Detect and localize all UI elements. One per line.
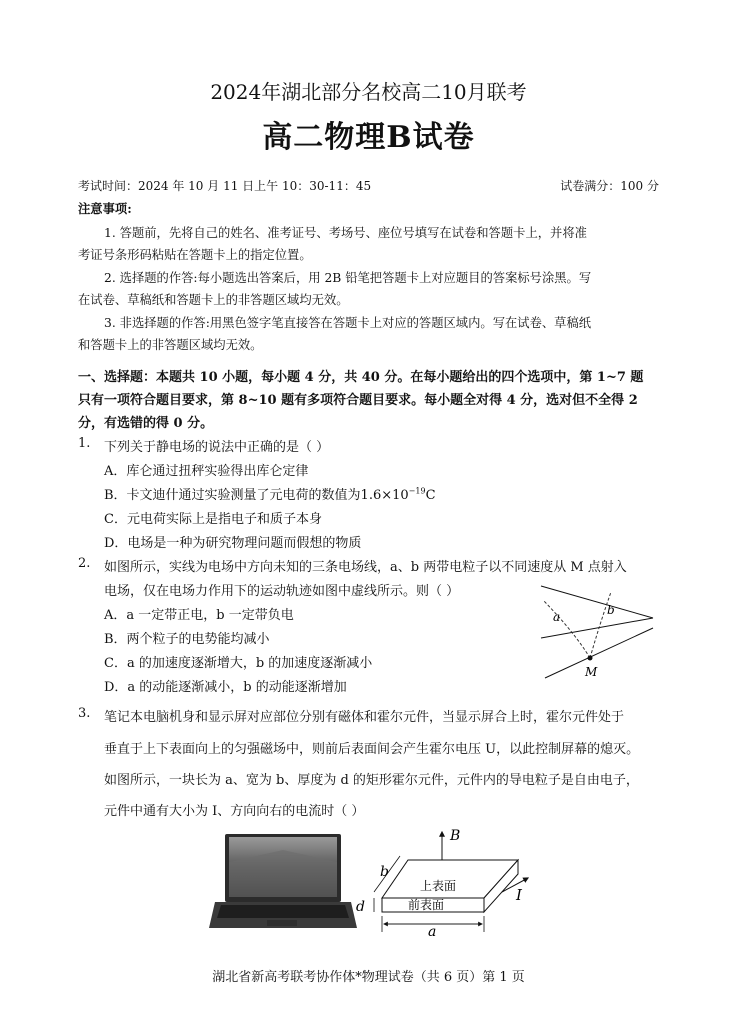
label-top-surface: 上表面 [420,879,457,893]
label-B: B [450,828,461,844]
section-heading: 只有一项符合题目要求，第 8~10 题有多项符合题目要求。每小题全对得 4 分，选对但不全得 2 [78,393,638,408]
full-score: 试卷满分：100 分 [560,179,659,193]
note-line: 和答题卡上的非答题区域均无效。 [78,338,263,352]
note-line: 3. 非选择题的作答:用黑色签字笔直接答在答题卡上对应的答题区域内。写在试卷、草稿纸 [104,316,592,330]
question-stem: 笔记本电脑机身和显示屏对应部位分别有磁体和霍尔元件，当显示屏合上时，霍尔元件处于 [104,710,625,725]
question-number: 2. [78,556,91,571]
hall-element-figure [350,826,535,938]
note-line: 2. 选择题的作答:每小题选出答案后，用 2B 铅笔把答题卡上对应题目的答案标号涂黑。写 [104,271,592,285]
question-number: 1. [78,436,91,451]
trajectory-a [543,600,590,658]
question-number: 3. [78,706,91,721]
exam-title: 2024年湖北部分名校高二10月联考 [210,80,527,104]
question-stem: 如图所示，实线为电场中方向未知的三条电场线，a、b 两带电粒子以不同速度从 M 点射入 [104,560,627,575]
electric-field-figure [535,578,665,683]
section-heading: 分，有选错的得 0 分。 [78,416,214,431]
point-m [588,656,593,661]
option-b: B．卡文迪什通过实验测量了元电荷的数值为$1.6\times 10^{-19}C$ [104,486,436,503]
label-a: a [428,924,437,938]
label-b: b [380,864,389,880]
label-b: b [607,603,615,617]
label-a: a [553,610,561,624]
paper-title: 高二物理B试卷 [262,120,475,155]
note-line: 1. 答题前，先将自己的姓名、准考证号、考场号、座位号填写在试卷和答题卡上，并将准 [104,226,587,240]
note-line: 在试卷、草稿纸和答题卡上的非答题区域均无效。 [78,293,349,307]
section-heading: 一、选择题：本题共 10 小题，每小题 4 分，共 40 分。在每小题给出的四个选项中，第 1~7 题 [78,370,644,385]
question-stem: 垂直于上下表面向上的匀强磁场中，则前后表面间会产生霍尔电压 U，以此控制屏幕的熄灭。 [104,742,640,757]
option-d: D．a 的动能逐渐减小，b 的动能逐渐增加 [104,680,347,695]
question-stem: 下列关于静电场的说法中正确的是（ ） [104,440,330,455]
label-I: I [516,886,522,904]
trajectory-b [590,592,611,658]
question-stem: 元件中通有大小为 I、方向向右的电流时（ ） [104,804,365,819]
laptop-image [207,832,357,932]
label-front-surface: 前表面 [408,898,445,912]
option-c: C．元电荷实际上是指电子和质子本身 [104,512,322,527]
option-c: C．a 的加速度逐渐增大，b 的加速度逐渐减小 [104,656,373,671]
label-d: d [356,899,365,915]
field-line [545,628,653,678]
option-a: A．库仑通过扭秤实验得出库仑定律 [104,464,309,479]
option-a: A．a 一定带正电，b 一定带负电 [104,608,294,623]
page-footer: 湖北省新高考联考协作体*物理试卷（共 6 页）第 1 页 [212,970,525,985]
question-stem: 如图所示，一块长为 a、宽为 b、厚度为 d 的矩形霍尔元件，元件内的导电粒子是自由电子， [104,773,639,788]
option-b: B．两个粒子的电势能均减小 [104,632,270,647]
exam-time: 考试时间：2024 年 10 月 11 日上午 10：30-11：45 [78,179,372,193]
note-line: 考证号条形码粘贴在答题卡上的指定位置。 [78,248,312,262]
question-stem: 电场，仅在电场力作用下的运动轨迹如图中虚线所示。则（ ） [104,584,460,599]
option-d: D．电场是一种为研究物理问题而假想的物质 [104,536,362,551]
notes-title: 注意事项: [78,201,132,216]
label-m: M [585,665,598,679]
